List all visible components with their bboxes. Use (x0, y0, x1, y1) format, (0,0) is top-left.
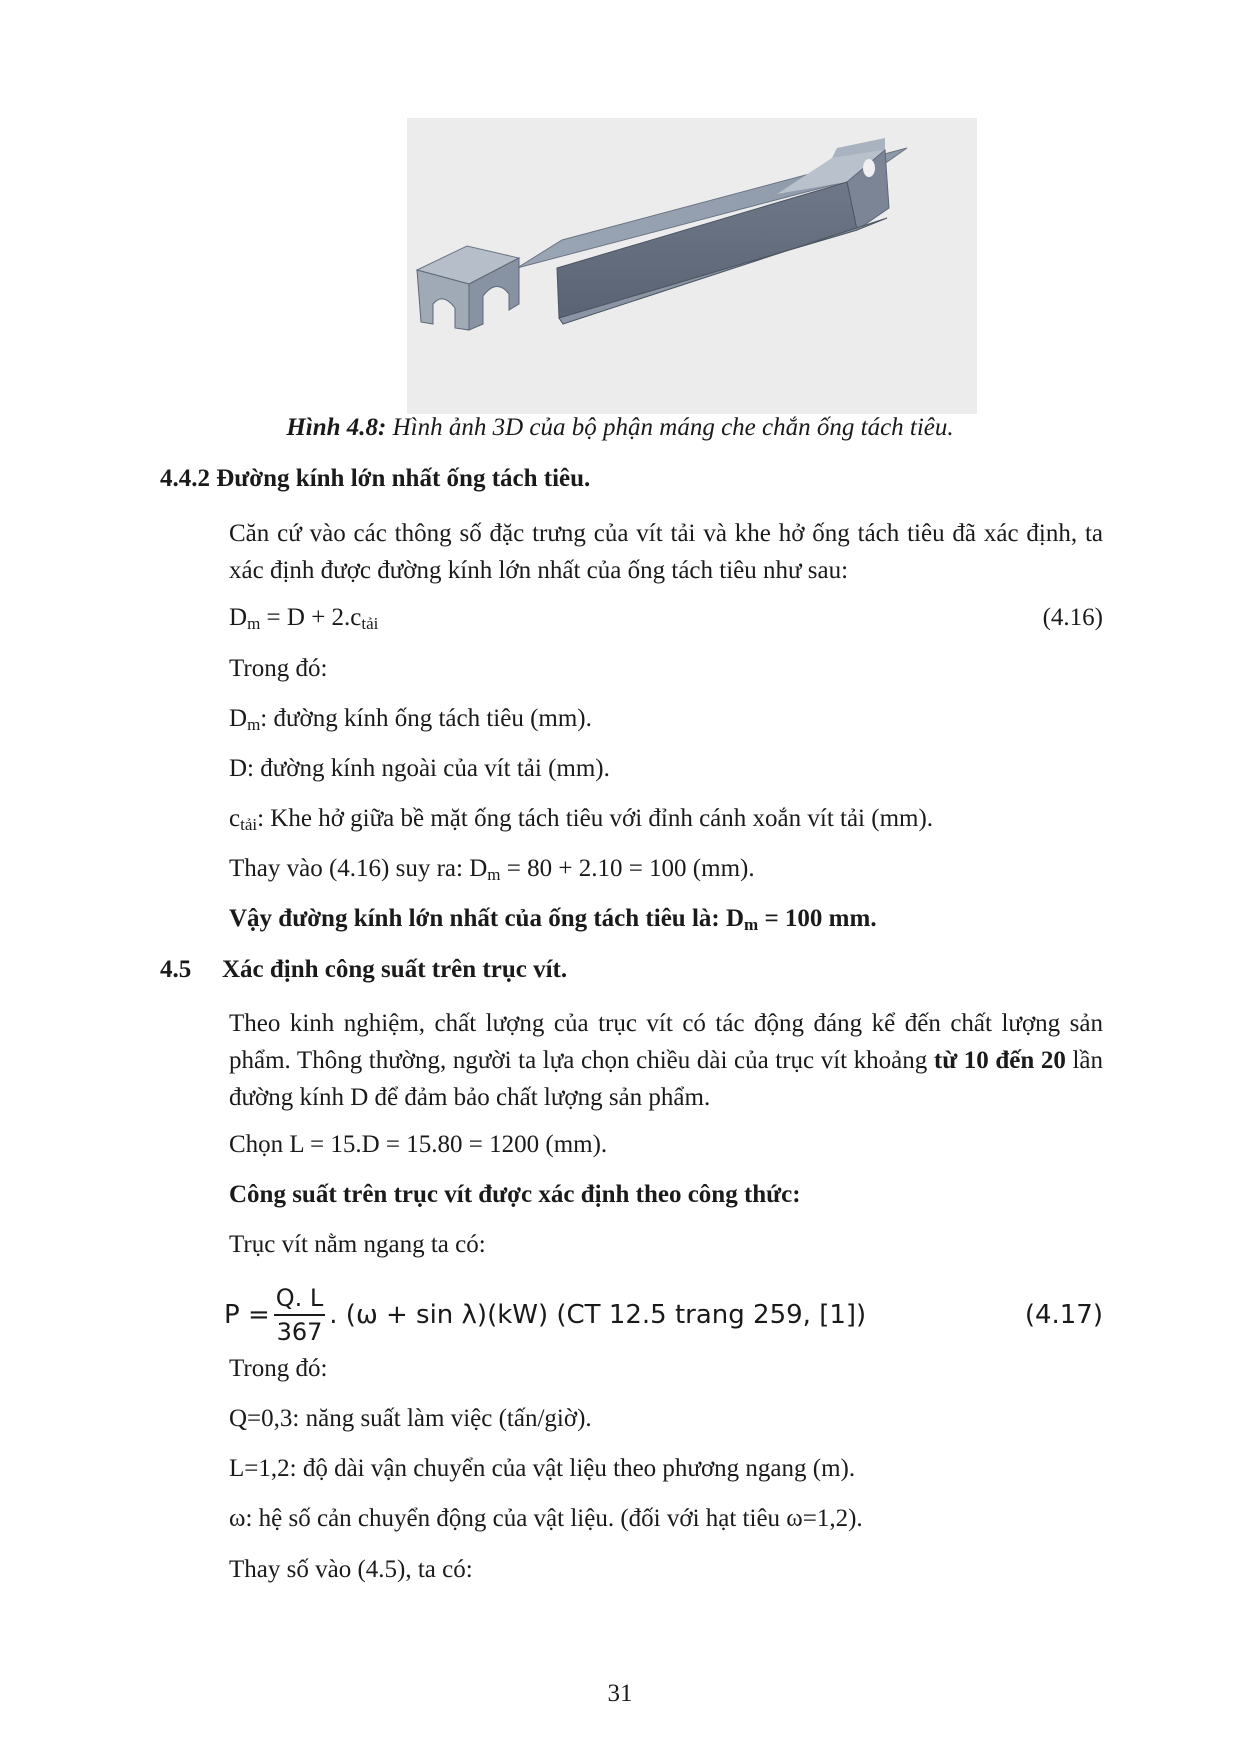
power-formula-4-17: P = $\frac{Q. L}{367}$ . (ω + sin λ)(kW) (CT 12.5 trang 259, [1]) (224, 1284, 867, 1346)
horizontal-screw-label: Trục vít nằm ngang ta có: (229, 1231, 486, 1258)
page-number: 31 (607, 1680, 633, 1707)
figure-caption (0, 414, 1240, 442)
equation-4-16: $D_m = D + 2.c_{tải}$ (229, 604, 379, 633)
where-label-1: Trong đó: (229, 655, 328, 682)
choose-length: Chọn L = 15.D = 15.80 = 1200 (mm). (229, 1131, 608, 1158)
section-45-para1: Theo kinh nghiệm, chất lượng của trục vít có tác động đáng kể đến chất lượng sản phẩm. Thông thường, người ta lựa chọn chiều dài của trục vít khoảng từ 10 đến 20 lần đường kính D để đảm bảo chất lượng sản phẩm. (229, 1010, 1104, 1111)
section-442-intro: Căn cứ vào các thông số đặc trưng của vít tải và khe hở ống tách tiêu đã xác định, ta xác định được đường kính lớn nhất của ống tách tiêu như sau: (229, 520, 1103, 584)
equation-number-4-16: (4.16) (1042, 604, 1103, 631)
section-heading-4-5: Xác định công suất trên trục vít. (222, 956, 568, 983)
substitution-4-5: Thay số vào (4.5), ta có: (229, 1556, 473, 1583)
definition-l: L=1,2: độ dài vận chuyển của vật liệu theo phương ngang (m). (229, 1455, 856, 1482)
where-label-2: Trong đó: (229, 1355, 328, 1382)
definition-d: D: đường kính ngoài của vít tải (mm). (229, 755, 610, 782)
trough-cover-3d-image (407, 118, 977, 414)
caption-label: Hình 4.8: (286, 414, 387, 441)
section-heading-4-4-2: 4.4.2 Đường kính lớn nhất ống tách tiêu. (160, 465, 591, 492)
definition-q: Q=0,3: năng suất làm việc (tấn/giờ). (229, 1405, 592, 1432)
power-formula-heading: Công suất trên trục vít được xác định theo công thức: (229, 1181, 801, 1208)
figure-3d-render (407, 118, 977, 414)
equation-number-4-17: (4.17) (1024, 1300, 1103, 1330)
formula-fraction: $\frac{Q. L}{367}$ (275, 1284, 324, 1346)
definition-omega: ω: hệ số cản chuyển động của vật liệu. (đối với hạt tiêu ω=1,2). (229, 1505, 863, 1532)
definition-dm: $D_m$: đường kính ống tách tiêu (mm). (229, 705, 592, 734)
result-max-diameter: Vậy đường kính lớn nhất của ống tách tiêu là: $D_m = 100$ mm. (229, 905, 877, 934)
section-number-4-5: 4.5 (160, 956, 192, 983)
substitution-4-16: Thay vào (4.16) suy ra: $D_m = 80 + 2.10 = 100$ (mm). (229, 855, 755, 884)
caption-text: Hình ảnh 3D của bộ phận máng che chắn ống tách tiêu. (386, 414, 954, 441)
definition-c-tai: $c_{tải}$: Khe hở giữa bề mặt ống tách tiêu với đỉnh cánh xoắn vít tải (mm). (229, 805, 934, 834)
